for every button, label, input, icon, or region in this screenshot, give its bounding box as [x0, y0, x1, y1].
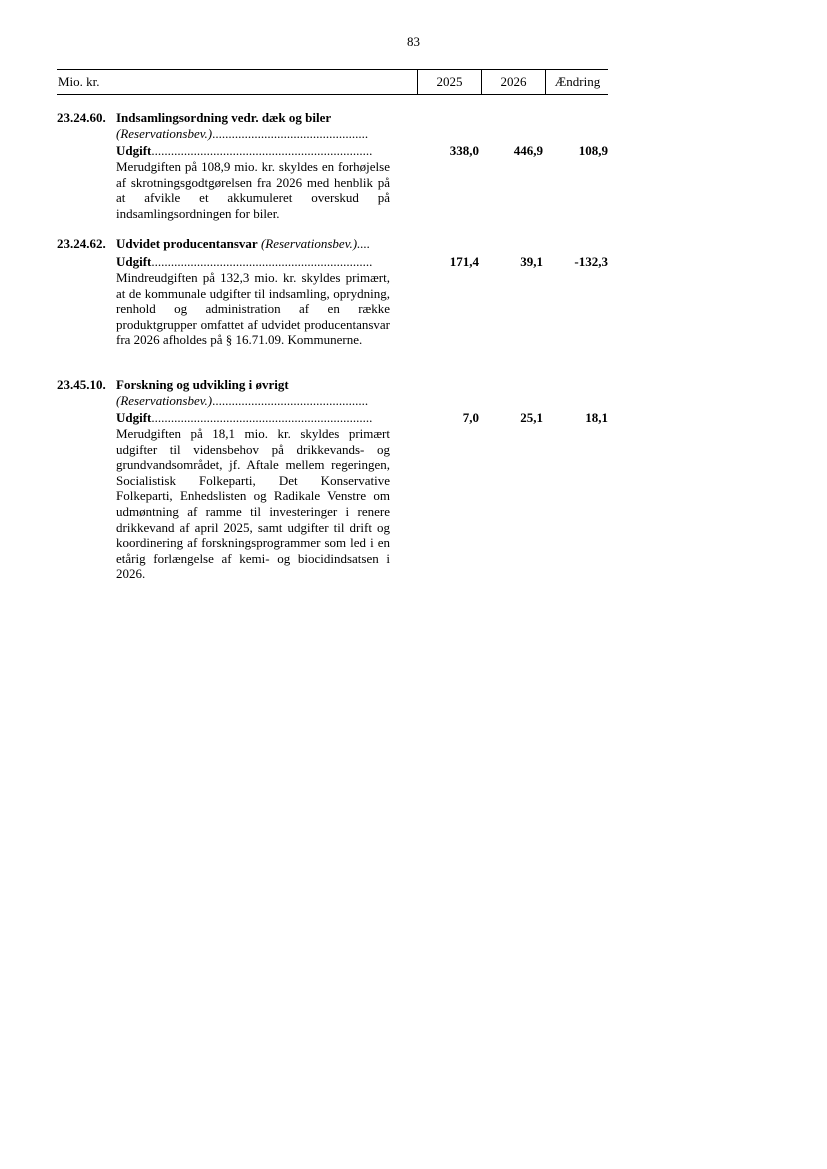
entry-udgift-line: [116, 254, 390, 270]
entry-reservation: (Reservationsbev.)....: [260, 236, 371, 251]
udgift-dots: ....................................................................: [151, 143, 373, 158]
entry-reservation-line: [116, 126, 390, 142]
entry-udgift-line: [116, 410, 390, 426]
budget-entry: [57, 377, 608, 582]
entry-reservation-line: [116, 393, 390, 409]
value-2026: 25,1: [520, 410, 543, 425]
value-2025: 338,0: [449, 143, 479, 158]
entry-reservation: (Reservationsbev.): [116, 393, 213, 408]
udgift-label: Udgift: [116, 143, 152, 158]
entry-code: 23.45.10.: [57, 377, 106, 392]
entry-code: 23.24.60.: [57, 110, 106, 125]
unit-label: Mio. kr.: [58, 74, 100, 89]
udgift-label: Udgift: [116, 410, 152, 425]
page-number: 83: [407, 34, 420, 49]
entry-description: Merudgiften på 108,9 mio. kr. skyldes en forhøjelse af skrotningsgodtgørelsen fra 2026 med henblik på at afvikle et akkumuleret overskud på indsamlingsordningen for biler.: [116, 159, 390, 221]
entry-description: Merudgiften på 18,1 mio. kr. skyldes primært udgifter til vidensbehov på drikkevands- og grundvandsområdet, jf. Aftale mellem regeringen, Socialistisk Folkeparti, Det Konservative Folkeparti, Enhedslisten og Radikale Venstre om udmøntning af ramme til investeringer i renere drikkevand af april 2025, samt udgifter til drift og koordinering af forskningsprogrammer som led i en etårig forlængelse af kemi- og biocidindsatsen i 2026.: [116, 426, 390, 582]
value-change: 108,9: [578, 143, 608, 158]
table-header: [57, 69, 608, 95]
budget-entry: [57, 236, 608, 361]
entry-udgift-line: [116, 143, 390, 159]
value-change: -132,3: [574, 254, 608, 269]
value-2026: 446,9: [513, 143, 543, 158]
entry-reservation-dots: ................................................: [212, 126, 369, 141]
column-header-2025: 2025: [417, 70, 481, 94]
udgift-dots: ....................................................................: [151, 254, 373, 269]
entry-reservation: (Reservationsbev.): [116, 126, 213, 141]
entry-title: Indsamlingsordning vedr. dæk og biler: [116, 110, 332, 125]
udgift-label: Udgift: [116, 254, 152, 269]
value-2025: 171,4: [449, 254, 479, 269]
entry-title-line: [116, 377, 289, 393]
entry-title: Udvidet producentansvar: [116, 236, 258, 251]
column-header-2026: 2026: [481, 70, 545, 94]
udgift-dots: ....................................................................: [151, 410, 373, 425]
entry-title: Forskning og udvikling i øvrigt: [116, 377, 289, 392]
value-2025: 7,0: [462, 410, 479, 425]
value-change: 18,1: [585, 410, 608, 425]
column-header-change: Ændring: [545, 70, 609, 94]
entry-description: Mindreudgiften på 132,3 mio. kr. skyldes primært, at de kommunale udgifter til indsamling, oprydning, renhold og administration af en række produktgrupper omfattet af udvidet producentansvar fra 2026 afholdes på § 16.71.09. Kommunerne.: [116, 270, 390, 348]
entry-title-line: [116, 110, 331, 126]
entry-title-line: [116, 236, 370, 252]
entry-code: 23.24.62.: [57, 236, 106, 251]
entry-reservation-dots: ................................................: [212, 393, 369, 408]
budget-entry: [57, 110, 608, 220]
value-2026: 39,1: [520, 254, 543, 269]
